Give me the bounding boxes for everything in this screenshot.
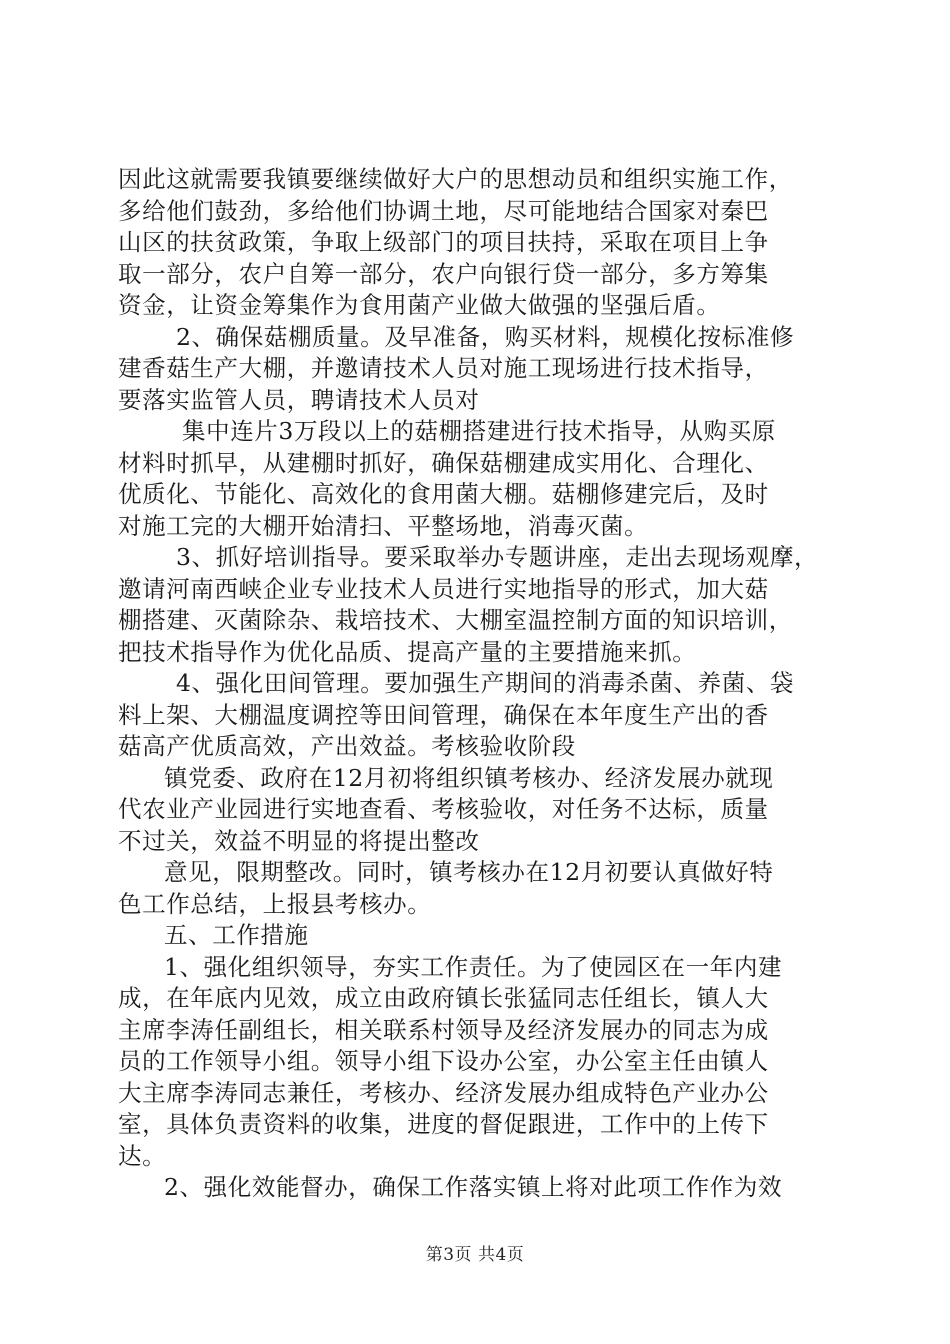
text-line: 要落实监管人员，聘请技术人员对: [118, 385, 480, 414]
text-line: 对施工完的大棚开始清扫、平整场地，消毒灭菌。: [118, 511, 649, 540]
text-line: 主席李涛任副组长，相关联系村领导及经济发展办的同志为成: [118, 1015, 769, 1044]
text-line: 镇党委、政府在12月初将组织镇考核办、经济发展办就现: [164, 763, 774, 792]
text-line: 山区的扶贫政策，争取上级部门的项目扶持，采取在项目上争: [118, 228, 769, 256]
text-line: 室，具体负责资料的收集，进度的督促跟进，工作中的上传下: [118, 1110, 769, 1138]
text-line: 建香菇生产大棚，并邀请技术人员对施工现场进行技术指导，: [118, 354, 769, 382]
text-line: 色工作总结，上报县考核办。: [118, 889, 432, 918]
text-line: 因此这就需要我镇要继续做好大户的思想动员和组织实施工作，: [118, 165, 793, 193]
text-line: 4、强化田间管理。要加强生产期间的消毒杀菌、养菌、袋: [176, 669, 795, 697]
text-line: 意见，限期整改。同时，镇考核办在12月初要认真做好特: [164, 858, 774, 886]
text-line: 集中连片3万段以上的菇棚搭建进行技术指导，从购买原: [182, 417, 776, 445]
text-line: 邀请河南西峡企业专业技术人员进行实地指导的形式，加大菇: [118, 574, 769, 603]
text-line: 棚搭建、灭菌除杂、栽培技术、大棚室温控制方面的知识培训，: [118, 606, 793, 634]
text-line: 成，在年底内见效，成立由政府镇长张猛同志任组长，镇人大: [118, 984, 769, 1012]
text-line: 3、抓好培训指导。要采取举办专题讲座，走出去现场观摩，: [176, 543, 819, 571]
text-line: 五、工作措施: [164, 921, 309, 949]
text-line: 达。: [118, 1141, 167, 1170]
text-line: 把技术指导作为优化品质、提高产量的主要措施来抓。: [118, 637, 697, 666]
text-line: 2、确保菇棚质量。及早准备，购买材料，规模化按标准修: [176, 322, 795, 351]
page-footer: 第3页 共4页: [425, 1245, 525, 1265]
text-line: 资金，让资金筹集作为食用菌产业做大做强的坚强后盾。: [118, 291, 721, 319]
text-line: 优质化、节能化、高效化的食用菌大棚。菇棚修建完后，及时: [118, 480, 769, 508]
text-line: 多给他们鼓劲，多给他们协调土地，尽可能地结合国家对秦巴: [118, 196, 769, 225]
text-line: 料上架、大棚温度调控等田间管理，确保在本年度生产出的香: [118, 700, 769, 729]
text-line: 代农业产业园进行实地查看、考核验收，对任务不达标，质量: [118, 795, 769, 823]
text-line: 不过关，效益不明显的将提出整改: [118, 826, 480, 855]
document-body: [118, 164, 838, 1204]
text-line: 材料时抓早，从建棚时抓好，确保菇棚建成实用化、合理化、: [118, 448, 769, 477]
text-line: 取一部分，农户自筹一部分，农户向银行贷一部分，多方筹集: [118, 259, 769, 288]
text-line: 大主席李涛同志兼任，考核办、经济发展办组成特色产业办公: [118, 1078, 769, 1107]
text-line: 菇高产优质高效，产出效益。考核验收阶段: [118, 732, 576, 760]
text-line: 2、强化效能督办，确保工作落实镇上将对此项工作作为效: [164, 1173, 783, 1201]
text-line: 员的工作领导小组。领导小组下设办公室，办公室主任由镇人: [118, 1047, 769, 1075]
text-line: 1、强化组织领导，夯实工作责任。为了使园区在一年内建: [164, 952, 783, 981]
